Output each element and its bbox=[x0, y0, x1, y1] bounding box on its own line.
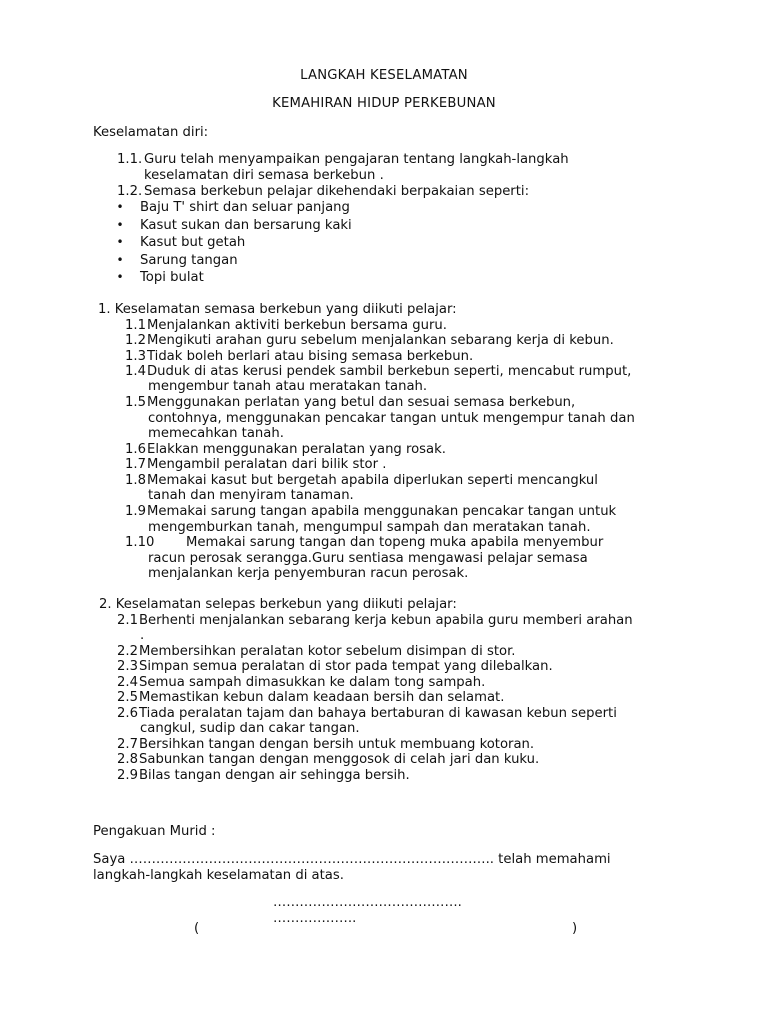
item-text: Memakai kasut but bergetah apabila diperlukan seperti mencangkul bbox=[147, 473, 598, 488]
item-num: 1.2 bbox=[125, 333, 146, 348]
intro-heading: Keselamatan diri: bbox=[93, 125, 209, 140]
item-num: 1.10 bbox=[125, 535, 155, 550]
list-item: Kasut sukan dan bersarung kaki bbox=[140, 218, 352, 233]
item-num: 2.2 bbox=[117, 644, 138, 659]
name-bracket-open: ( bbox=[194, 921, 200, 936]
item-num: 1.4 bbox=[125, 364, 146, 379]
intro-item-num: 1.1. bbox=[117, 152, 143, 167]
bullet-symbol: • bbox=[116, 218, 124, 232]
item-num: 2.6 bbox=[117, 706, 138, 721]
item-text: Tidak boleh berlari atau bising semasa berkebun. bbox=[147, 349, 474, 364]
list-item: Sarung tangan bbox=[140, 253, 238, 268]
item-text: contohnya, menggunakan pencakar tangan untuk mengempur tanah dan bbox=[148, 411, 635, 426]
acknowledgement-heading: Pengakuan Murid : bbox=[93, 824, 216, 839]
bullet-symbol: • bbox=[116, 270, 124, 284]
item-text: Elakkan menggunakan peralatan yang rosak. bbox=[147, 442, 446, 457]
intro-item-text: keselamatan diri semasa berkebun . bbox=[144, 168, 384, 183]
item-text: Mengambil peralatan dari bilik stor . bbox=[147, 457, 387, 472]
item-num: 2.5 bbox=[117, 690, 138, 705]
item-text: Memakai sarung tangan dan topeng muka apabila menyembur bbox=[186, 535, 604, 550]
signature-line: ……………………………………. bbox=[273, 895, 462, 910]
list-item: Topi bulat bbox=[140, 270, 204, 285]
item-text: mengemburkan tanah, mengumpul sampah dan meratakan tanah. bbox=[148, 520, 591, 535]
item-text: Berhenti menjalankan sebarang kerja kebun apabila guru memberi arahan bbox=[139, 613, 633, 628]
item-text: Memastikan kebun dalam keadaan bersih dan selamat. bbox=[139, 690, 505, 705]
acknowledgement-statement: Saya ……………………………………………………………………….. telah memahami bbox=[93, 852, 611, 867]
item-num: 1.9 bbox=[125, 504, 146, 519]
item-text: Simpan semua peralatan di stor pada tempat yang dilebalkan. bbox=[139, 659, 553, 674]
item-text: memecahkan tanah. bbox=[148, 426, 284, 441]
item-text: Bersihkan tangan dengan bersih untuk membuang kotoran. bbox=[139, 737, 535, 752]
document-subtitle: KEMAHIRAN HIDUP PERKEBUNAN bbox=[272, 96, 496, 111]
item-num: 2.1 bbox=[117, 613, 138, 628]
item-text: racun perosak serangga.Guru sentiasa mengawasi pelajar semasa bbox=[148, 551, 588, 566]
item-num: 2.3 bbox=[117, 659, 138, 674]
bullet-symbol: • bbox=[116, 235, 124, 249]
intro-item-text: Semasa berkebun pelajar dikehendaki berpakaian seperti: bbox=[144, 184, 530, 199]
item-num: 1.1 bbox=[125, 318, 146, 333]
item-text: Tiada peralatan tajam dan bahaya bertaburan di kawasan kebun seperti bbox=[139, 706, 617, 721]
item-text: tanah dan menyiram tanaman. bbox=[148, 488, 354, 503]
item-text: Mengikuti arahan guru sebelum menjalankan sebarang kerja di kebun. bbox=[147, 333, 614, 348]
bullet-symbol: • bbox=[116, 253, 124, 267]
bullet-symbol: • bbox=[116, 200, 124, 214]
signature-line: ………………. bbox=[273, 911, 357, 926]
item-num: 2.8 bbox=[117, 752, 138, 767]
item-num: 1.8 bbox=[125, 473, 146, 488]
item-text: menjalankan kerja penyemburan racun perosak. bbox=[148, 566, 469, 581]
list-item: Baju T' shirt dan seluar panjang bbox=[140, 200, 350, 215]
item-text: cangkul, sudip dan cakar tangan. bbox=[140, 721, 360, 736]
item-text: . bbox=[140, 628, 145, 643]
item-num: 1.3 bbox=[125, 349, 146, 364]
item-text: Memakai sarung tangan apabila menggunakan pencakar tangan untuk bbox=[147, 504, 617, 519]
item-num: 1.7 bbox=[125, 457, 146, 472]
item-text: Membersihkan peralatan kotor sebelum disimpan di stor. bbox=[139, 644, 516, 659]
item-num: 1.6 bbox=[125, 442, 146, 457]
section-1-heading: 1. Keselamatan semasa berkebun yang diikuti pelajar: bbox=[98, 302, 457, 317]
item-text: Menjalankan aktiviti berkebun bersama guru. bbox=[147, 318, 447, 333]
name-bracket-close: ) bbox=[572, 921, 578, 936]
section-2-heading: 2. Keselamatan selepas berkebun yang diikuti pelajar: bbox=[99, 597, 457, 612]
acknowledgement-statement: langkah-langkah keselamatan di atas. bbox=[93, 868, 344, 883]
item-text: mengembur tanah atau meratakan tanah. bbox=[148, 379, 428, 394]
item-text: Semua sampah dimasukkan ke dalam tong sampah. bbox=[139, 675, 486, 690]
item-text: Bilas tangan dengan air sehingga bersih. bbox=[139, 768, 410, 783]
item-num: 2.9 bbox=[117, 768, 138, 783]
list-item: Kasut but getah bbox=[140, 235, 246, 250]
document-title: LANGKAH KESELAMATAN bbox=[300, 68, 468, 83]
intro-item-text: Guru telah menyampaikan pengajaran tentang langkah-langkah bbox=[144, 152, 569, 167]
item-text: Duduk di atas kerusi pendek sambil berkebun seperti, mencabut rumput, bbox=[147, 364, 632, 379]
item-text: Sabunkan tangan dengan menggosok di celah jari dan kuku. bbox=[139, 752, 540, 767]
item-num: 1.5 bbox=[125, 395, 146, 410]
intro-item-num: 1.2. bbox=[117, 184, 143, 199]
item-num: 2.4 bbox=[117, 675, 138, 690]
item-text: Menggunakan perlatan yang betul dan sesuai semasa berkebun, bbox=[147, 395, 576, 410]
item-num: 2.7 bbox=[117, 737, 138, 752]
